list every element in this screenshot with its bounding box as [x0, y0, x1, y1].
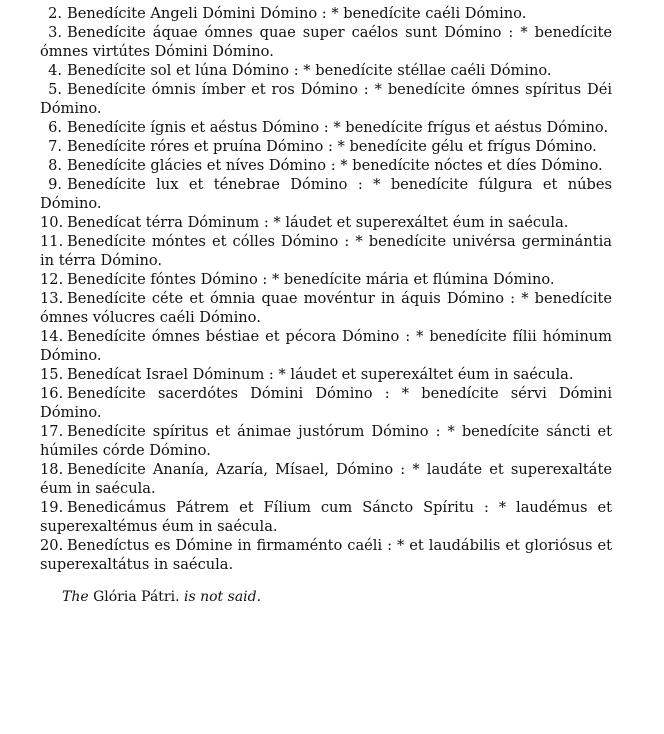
verse-number: 4. — [48, 62, 62, 79]
verse — [40, 536, 612, 574]
verse-number: 6. — [48, 119, 62, 136]
verse — [40, 80, 612, 118]
verse-number: 13. — [40, 290, 64, 307]
verse-text: Benedícite sol et lúna Dómino : * benedícite stéllae caéli Dómino. — [67, 62, 552, 79]
verse-number: 16. — [40, 385, 64, 402]
verse-number: 19. — [40, 499, 64, 516]
verse — [40, 460, 612, 498]
verse-number: 7. — [48, 138, 62, 155]
verse — [40, 23, 612, 61]
verse-number: 17. — [40, 423, 64, 440]
rubric-suffix: is not said. — [184, 589, 262, 605]
verse-number: 8. — [48, 157, 62, 174]
verse-text: Benedicámus Pátrem et Fílium cum Sáncto Spíritu : * laudémus et superexaltémus éum in saécula. — [40, 499, 612, 535]
verse — [40, 289, 612, 327]
verse-text: Benedícite glácies et níves Dómino : * benedícite nóctes et díes Dómino. — [67, 157, 603, 174]
verse — [40, 61, 612, 80]
verse-number: 10. — [40, 214, 64, 231]
verse-number: 20. — [40, 537, 64, 554]
verse — [40, 327, 612, 365]
verse-text: Benedícite ómnis ímber et ros Dómino : * benedícite ómnes spíritus Déi Dómino. — [40, 81, 612, 117]
verse — [40, 118, 612, 137]
verse-text: Benedícite sacerdótes Dómini Dómino : * benedícite sérvi Dómini Dómino. — [40, 385, 612, 421]
verse-number: 5. — [48, 81, 62, 98]
verse-text: Benedícite róres et pruína Dómino : * benedícite gélu et frígus Dómino. — [67, 138, 597, 155]
verse-text: Benedícat Israel Dóminum : * láudet et superexáltet éum in saécula. — [67, 366, 574, 383]
verse-text: Benedícite ómnes béstiae et pécora Dómino : * benedícite fílii hóminum Dómino. — [40, 328, 612, 364]
verse — [40, 156, 612, 175]
verse-text: Benedícite ígnis et aéstus Dómino : * benedícite frígus et aéstus Dómino. — [67, 119, 609, 136]
rubric-main: Glória Pátri. — [93, 589, 180, 605]
verse-number: 3. — [48, 24, 62, 41]
verse-number: 9. — [48, 176, 62, 193]
verse-number: 18. — [40, 461, 64, 478]
verse-text: Benedícite móntes et cólles Dómino : * benedícite univérsa germinántia in térra Dómino. — [40, 233, 612, 269]
rubric-note — [40, 588, 612, 607]
verse — [40, 175, 612, 213]
verse-text: Benedíctus es Dómine in firmaménto caéli : * et laudábilis et gloriósus et superexaltátus in saécula. — [40, 537, 612, 573]
verse — [40, 384, 612, 422]
verse-text: Benedícite spíritus et ánimae justórum Dómino : * benedícite sáncti et húmiles córde Dómino. — [40, 423, 612, 459]
canticle-verses — [40, 4, 612, 574]
verse — [40, 232, 612, 270]
verse-text: Benedícat térra Dóminum : * láudet et superexáltet éum in saécula. — [67, 214, 569, 231]
verse-text: Benedícite fóntes Dómino : * benedícite mária et flúmina Dómino. — [67, 271, 555, 288]
verse-number: 14. — [40, 328, 64, 345]
verse — [40, 498, 612, 536]
verse-number: 2. — [48, 5, 62, 22]
verse-text: Benedícite céte et ómnia quae movéntur in áquis Dómino : * benedícite ómnes vólucres caéli Dómino. — [40, 290, 612, 326]
verse-number: 11. — [40, 233, 64, 250]
verse-text: Benedícite áquae ómnes quae super caélos sunt Dómino : * benedícite ómnes virtútes Dómini Dómino. — [40, 24, 612, 60]
verse — [40, 213, 612, 232]
verse-text: Benedícite Angeli Dómini Dómino : * benedícite caéli Dómino. — [67, 5, 527, 22]
rubric-prefix: The — [62, 589, 89, 605]
verse-number: 12. — [40, 271, 64, 288]
verse — [40, 270, 612, 289]
verse-number: 15. — [40, 366, 64, 383]
verse — [40, 137, 612, 156]
verse-text: Benedícite lux et ténebrae Dómino : * benedícite fúlgura et núbes Dómino. — [40, 176, 612, 212]
verse — [40, 365, 612, 384]
verse-text: Benedícite Ananía, Azaría, Mísael, Dómino : * laudáte et superexaltáte éum in saécula. — [40, 461, 612, 497]
verse — [40, 4, 612, 23]
verse — [40, 422, 612, 460]
